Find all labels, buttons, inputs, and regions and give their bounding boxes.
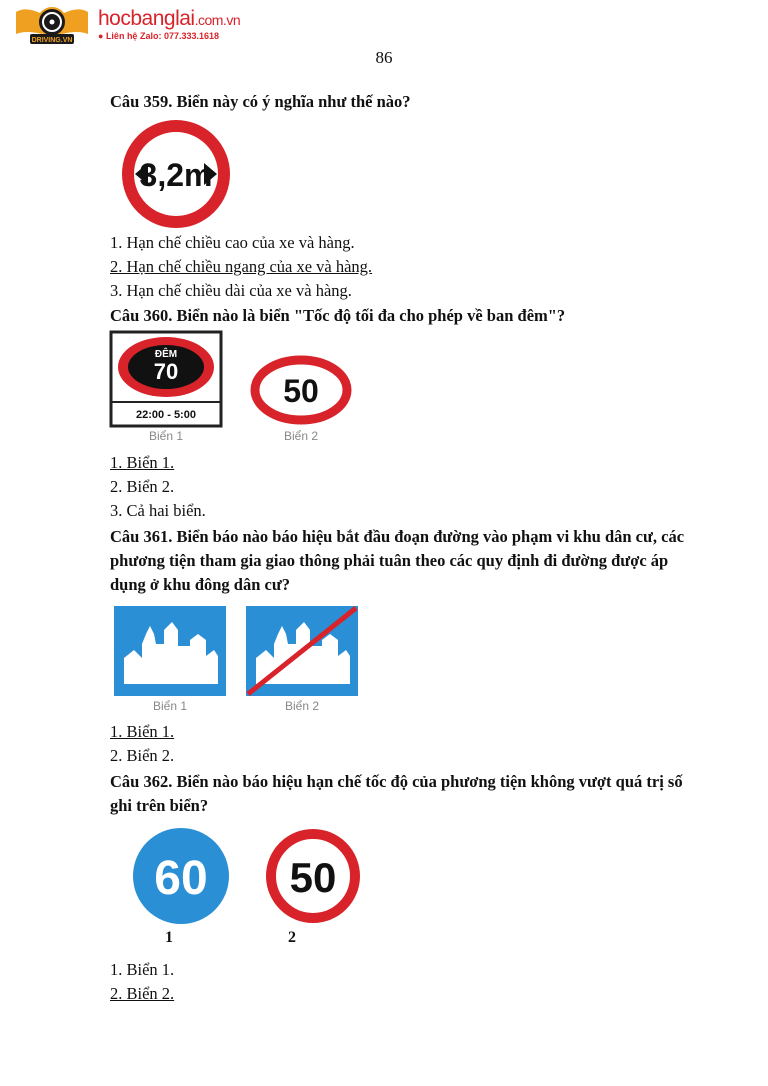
night-speed-sign-1 (111, 332, 221, 426)
q359-option-1[interactable]: 1. Hạn chế chiều cao của xe và hàng. (110, 233, 355, 252)
question-361-title: Câu 361. Biển báo nào báo hiệu bắt đầu đoạn đường vào phạm vi khu dân cư, các phương tiện tham gia giao thông phải tuân theo các quy định đi đường được áp dụng ở khu đông dân cư? (110, 527, 685, 594)
q361-option-1-correct[interactable]: 1. Biển 1. (110, 722, 175, 741)
night-speed-signs (108, 330, 358, 446)
q361-option-2[interactable]: 2. Biển 2. (110, 746, 175, 765)
sign-label-1: 1 (165, 929, 173, 946)
width-limit-sign (118, 118, 234, 230)
speed-value-50: 50 (289, 854, 337, 901)
night-time-range: 22:00 - 5:00 (136, 409, 196, 421)
q359-option-3[interactable]: 3. Hạn chế chiều dài của xe và hàng. (110, 281, 352, 300)
minimum-speed-sign (133, 828, 229, 924)
q360-option-2[interactable]: 2. Biển 2. (110, 477, 175, 496)
night-label: ĐÊM (154, 349, 178, 360)
zalo-icon: ● (98, 31, 106, 41)
q362-option-1[interactable]: 1. Biển 1. (110, 960, 175, 979)
sign-caption-1: Biển 1 (148, 429, 184, 443)
q362-option-2-correct[interactable]: 2. Biển 2. (110, 984, 175, 1003)
q360-option-3[interactable]: 3. Cả hai biển. (110, 501, 206, 520)
brand-name: hocbanglai.com.vn (98, 7, 241, 30)
sign-caption-2: Biển 2 (283, 429, 319, 443)
badge-text: DRIVING.VN (31, 37, 73, 44)
night-speed-value: 70 (153, 359, 179, 384)
residential-area-end-sign (246, 606, 358, 696)
speed-limit-sign-2 (255, 360, 347, 420)
q360-option-1-correct[interactable]: 1. Biển 1. (110, 453, 175, 472)
speed-value-50: 50 (283, 373, 319, 409)
question-360-title: Câu 360. Biển nào là biển "Tốc độ tối đa cho phép về ban đêm"? (110, 306, 566, 325)
contact-info: ● Liên hệ Zalo: 077.333.1618 (98, 31, 219, 41)
residential-area-signs (112, 604, 362, 716)
site-logo[interactable] (12, 4, 242, 46)
residential-area-start-sign (114, 606, 226, 696)
speed-value-60: 60 (154, 852, 208, 905)
speed-signs (126, 826, 366, 926)
page-number: 86 (375, 48, 393, 67)
question-362-title: Câu 362. Biển nào báo hiệu hạn chế tốc độ của phương tiện không vượt quá trị số ghi trên biển? (110, 772, 683, 815)
width-limit-value: 3,2m (139, 157, 213, 193)
question-359-title: Câu 359. Biển này có ý nghĩa như thế nào? (110, 92, 411, 111)
sign-label-2: 2 (288, 929, 296, 946)
sign-caption-2: Biển 2 (284, 699, 320, 713)
maximum-speed-sign (271, 834, 355, 918)
sign-caption-1: Biển 1 (152, 699, 188, 713)
steering-wheel-badge-icon (12, 4, 92, 46)
q359-option-2-correct[interactable]: 2. Hạn chế chiều ngang của xe và hàng. (110, 257, 373, 276)
